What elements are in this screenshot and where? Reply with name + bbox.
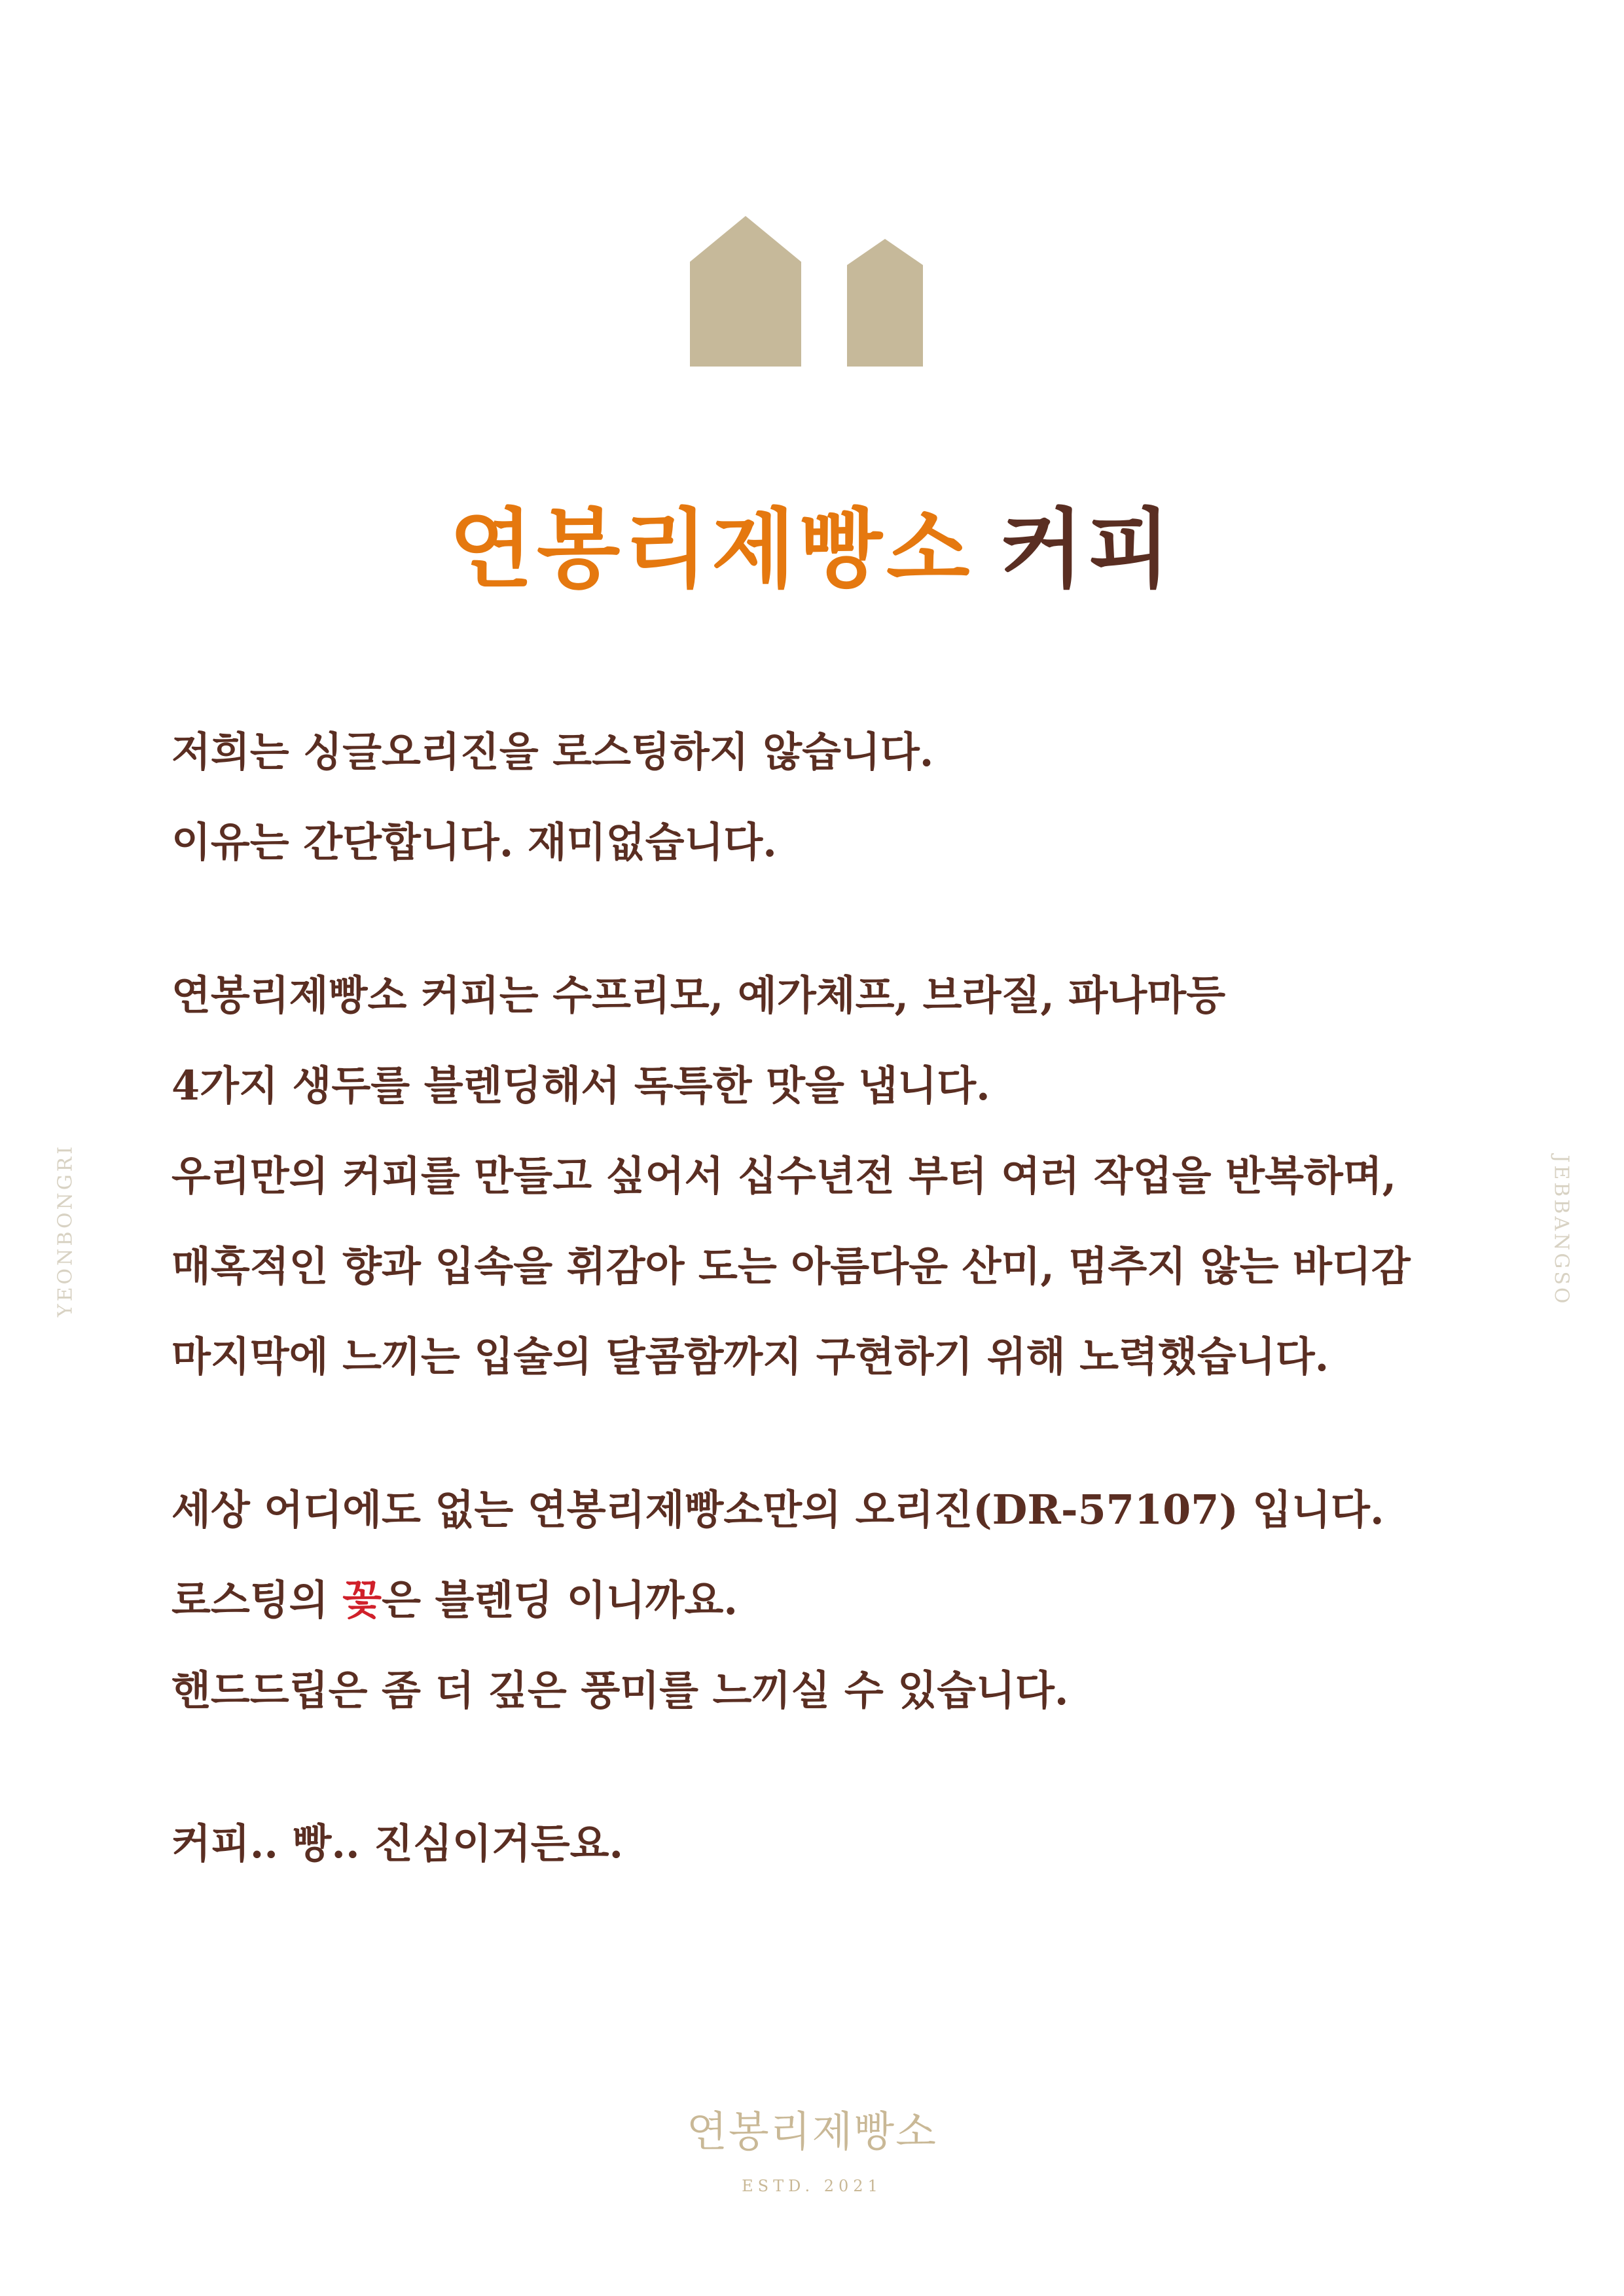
side-label-left: YEONBONGRI [54,1143,77,1318]
text-line: 이유는 간단합니다. 재미없습니다. [171,818,777,866]
text-line: 핸드드립은 좀 더 깊은 풍미를 느끼실 수 있습니다. [171,1666,1069,1714]
footer-established: ESTD. 2021 [742,2177,882,2195]
large-house-shape [690,216,801,367]
text-line: 커피.. 빵.. 진심이거든요. [171,1820,624,1867]
title-brand: 연봉리제빵소 [449,499,974,600]
title-coffee: 커피 [1000,499,1175,600]
two-houses-icon [690,216,939,367]
text-line: 우리만의 커피를 만들고 싶어서 십수년전 부터 여러 작업을 반복하며, [171,1152,1397,1200]
text-line: 4가지 생두를 블렌딩해서 독특한 맛을 냅니다. [171,1062,990,1109]
side-label-right: JEBBANGSO [1549,1155,1573,1306]
footer-logo: 연봉리제빵소 [687,2108,937,2157]
text-line: 연봉리제빵소 커피는 수프리모, 예가체프, 브라질, 파나마등 [171,971,1226,1019]
text-line: 세상 어디에도 없는 연봉리제빵소만의 오리진(DR-57107) 입니다. [171,1486,1384,1534]
page-title [0,497,1624,602]
highlight-word: 꽃 [342,1576,382,1624]
text-segment: 로스팅의 [171,1576,343,1624]
text-line: 매혹적인 향과 입속을 휘감아 도는 아름다운 산미, 멈추지 않는 바디감 [171,1242,1411,1290]
text-line: 저희는 싱글오리진을 로스팅하지 않습니다. [171,728,934,776]
small-house-shape [847,239,923,367]
body-text [171,707,1513,1889]
text-line-highlight [171,1555,1513,1645]
text-segment: 은 블렌딩 이니까요. [382,1576,738,1624]
text-line: 마지막에 느끼는 입술의 달콤함까지 구현하기 위해 노력했습니다. [171,1333,1329,1380]
